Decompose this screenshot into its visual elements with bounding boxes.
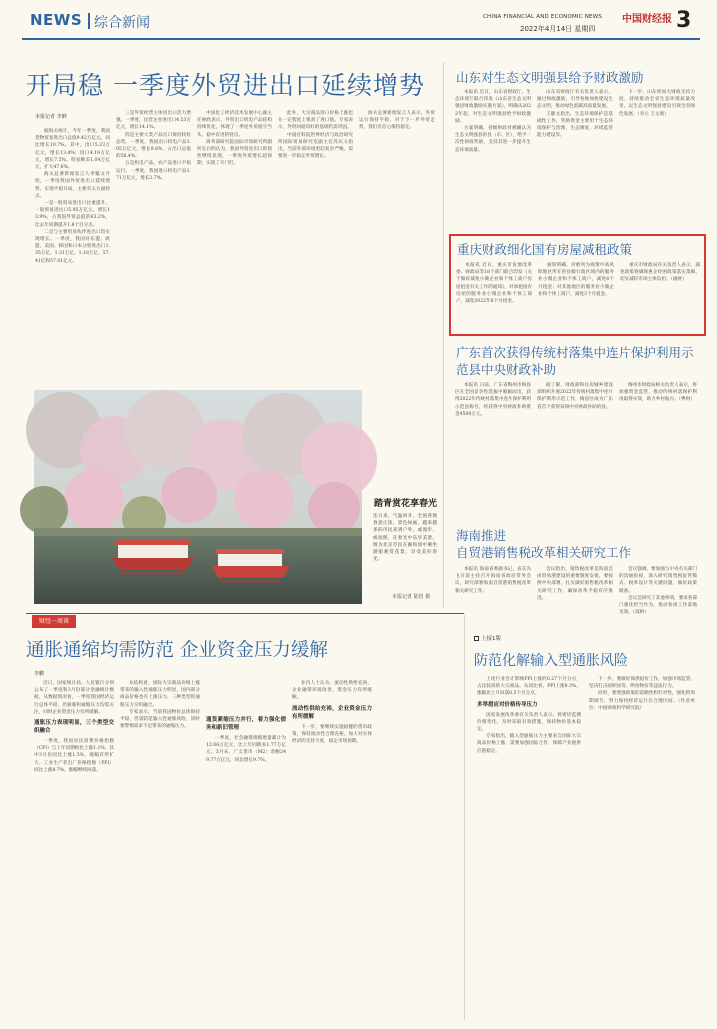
bottom-right-col-2 [589, 676, 695, 1016]
bottom-left-para: 一季度，社会融资规模增量累计为12.06万亿元，比上年同期多1.77万亿元。3月末，广义货币（M2）余额249.77万亿元，同比增长9.7%。 [206, 736, 286, 763]
bottom-right-para: 专家指出，输入型通胀压力主要来自国际大宗商品价格上涨，需要加强国际合作，保障产业链供应链稳定。 [477, 734, 581, 754]
main-para: 三是外贸经营主体进出口活力增强。一季度，民营企业进出口4.53万亿元，增长14.1%。 [116, 111, 191, 131]
bottom-left-byline: 李鹏 [34, 671, 45, 677]
bottom-left-subhead: 通货紧缩压力并行，着力强化债务和新旧管理 [206, 717, 286, 731]
photo-caption-text: 连日来，气温回升，全国各地春意正浓、景色如画，越来越多的市民来到户外，或漫步、或拍照，在春光中乐享美景。图为北京市民在颐和园中乘坐游船观赏花景，享受美好春光。 [373, 514, 437, 563]
highlight-para: 本报讯 近日，重庆市发展改革委、财政局等18个部门联合印发《关于做好减免小微企业和个体工商户房屋租金有关工作的通知》，对承租国有房屋的服务业小微企业和个体工商户，减免2022年6个月租金。 [456, 263, 532, 305]
header-logo: NEWS [30, 11, 83, 29]
bottom-right-para: 下一步，要做好保供稳价工作，加强市场监管，坚决打击囤积居奇、哄抬物价等违法行为。 [589, 677, 695, 690]
bottom-right-label-text: 上接1版 [481, 636, 501, 642]
main-col-1 [35, 128, 110, 386]
bottom-left-label: 财经一周谈 [32, 615, 76, 628]
main-col-4 [278, 110, 353, 386]
bottom-left-para: 下一步，要继续实施稳健的货币政策，保持流动性合理充裕，加大对实体经济的支持力度，稳定市场预期。 [292, 724, 372, 745]
bottom-left-para: 专家表示，当前我国物价总体保持平稳，但需防范输入性通胀风险，同时要警惕需求不足带来的通缩压力。 [120, 709, 200, 730]
shandong-col-3 [619, 89, 695, 229]
hainan-para: 会议指出，销售税改革是海南自由贸易港建设的重要制度安排，要按照中央部署，扎实做好销售税改革相关研究工作，确保改革平稳有序推进。 [537, 567, 613, 601]
main-para: 五是机电产品、农产品进口平稳运行。一季度，我国进口机电产品1.71万亿元，增长2.7%。 [116, 161, 191, 181]
shandong-title: 山东对生态文明强县给予财政激励 [456, 70, 644, 85]
main-para: 海关总署新闻发言人表示，外贸运行保持平稳，对于下一步外贸走势，我们有信心保持稳定。 [359, 111, 435, 131]
bottom-left-col-3 [206, 680, 286, 1012]
main-col-5 [359, 110, 435, 386]
guangdong-col-3 [619, 382, 697, 522]
highlight-para: 重庆市财政局有关负责人表示，减免政策将确保惠企纾困政策落实落细，切实减轻市场主体负担。（渝财） [620, 263, 700, 283]
highlight-col-1 [456, 262, 532, 332]
hainan-col-3 [619, 566, 697, 616]
bottom-right-para: 国家发展改革委有关负责人表示，将密切监测价格变化，及时采取有效措施，保持物价基本稳定。 [477, 712, 581, 733]
bottom-right-label [474, 634, 501, 642]
hainan-para: 会议还研究了其他事项，要求各部门强化担当作为，推动各项工作落地见效。（琼财） [619, 595, 697, 616]
column-divider [464, 615, 465, 1020]
bottom-right-label-box [474, 636, 479, 641]
shandong-para: 山东省财政厅有关负责人表示，通过财政激励，引导各地加快建设生态文明，推动绿色低碳高质量发展。 [537, 90, 613, 110]
bottom-left-subhead: 流动性供给充裕，企业资金压力有所缓解 [292, 705, 372, 720]
header-divider-bar [88, 13, 90, 29]
guangdong-para: 梅州市财政局相关负责人表示，将加强资金监管，推动传统村落保护利用取得实效，助力乡村振兴。（粤财） [619, 383, 697, 403]
bottom-right-col-1 [477, 676, 581, 1016]
shandong-col-1 [455, 89, 531, 229]
hainan-col-1 [455, 566, 531, 608]
bottom-left-col-1 [34, 680, 114, 1012]
bottom-left-para: 从结构看，国际大宗商品价格上涨带来的输入性通胀压力明显，国内部分商品价格也有上涨压力，三种类型的通胀压力交织融合。 [120, 681, 200, 708]
main-para: 中国化工经济技术发展中心副主任林欣表示，外贸出口机电产品结构持续优化，体现了一季度外贸稳字当头、稳中有进的特点。 [197, 111, 272, 138]
bottom-left-para: 一季度，我国居民消费价格指数（CPI）与上年同期相比上涨1.1%，其中3月份同比上涨1.5%，涨幅有所扩大。工业生产者出厂价格指数（PPI）同比上涨8.7%，涨幅继续回落。 [34, 739, 114, 773]
column-divider [443, 62, 444, 608]
main-title: 开局稳 一季度外贸进出口延续增势 [26, 71, 425, 100]
main-para: 一是一般贸易进出口比重提升。一般贸易进出口5.95万亿元，增长13.9%，占我国外贸总值的63.2%，比去年同期提升1.8个百分点。 [35, 201, 110, 228]
photo-caption-title: 踏青赏花享春光 [374, 499, 438, 509]
main-para: 二是与主要贸易伙伴进出口均实现增长。一季度，我国对东盟、欧盟、美国、韩国和日本分别进出口1.35万亿、1.31万亿、1.18万亿、57.41亿和57.01亿元。 [35, 229, 110, 264]
shandong-para: 王静文指出，生态环境保护是基础性工作，奖励资金主要用于生态环境保护与治理、生态修复、环境监管能力建设等。 [537, 111, 613, 139]
section-rule [26, 613, 464, 614]
highlight-col-3 [620, 262, 700, 332]
bottom-right-para: 同时，要增强政策的前瞻性和针对性，强化跨周期调节，努力保持经济运行在合理区间。（作者单位：中国财政科学研究院） [589, 691, 695, 711]
hainan-para: 会议强调，要加强与中央有关部门的沟通衔接，深入研究销售税征管模式、税率设计等关键问题，做好政策储备。 [619, 567, 697, 594]
bottom-left-col-4 [292, 680, 372, 1012]
guangdong-col-1 [455, 382, 531, 522]
main-col-3 [197, 110, 272, 386]
guangdong-para: 据了解，财政部和住房城乡建设部组织开展2022年传统村落集中连片保护利用示范工作，梅县区成为广东省首个获得该项中央财政补助的县。 [537, 383, 614, 410]
highlight-para: 通知明确，对被列为疫情中高风险地区所在的县级行政区域内的服务业小微企业和个体工商户，减免6个月租金；对其他地区的服务业小微企业和个体工商户，减免3个月租金。 [538, 263, 614, 297]
hainan-col-2 [537, 566, 613, 608]
bottom-left-para: 近日，国家统计局、人民银行分别公布了一季度和3月份部分金融统计数据。从数据情况看，一季度我国经济运行总体平稳，但通胀和通缩压力均需关注，同时企业资金压力有所缓解。 [34, 681, 114, 715]
main-byline: 本报记者 李俐 [35, 114, 67, 120]
shandong-para: 方案明确，省级财政对被确认为生态文明强县的县（市、区），给予一次性财政奖励，支持其进一步提升生态环境质量。 [455, 126, 531, 153]
bottom-right-para: 上述行业会计影响PPI上涨约0.27个百分点，占比较高的大宗商品。从同比看，PPI上涨8.3%，涨幅比上月回落0.5个百分点。 [477, 677, 581, 697]
header-rule [22, 38, 700, 40]
bottom-right-title: 防范化解输入型通胀风险 [474, 653, 628, 669]
main-para: 中国社科院世界经济与政治研究所国际贸易研究室副主任苏庆义指出，当前外部环境更趋复杂严峻，需要进一步稳定外贸增长。 [278, 132, 353, 160]
highlight-title: 重庆财政细化国有房屋减租政策 [457, 242, 633, 257]
highlight-col-2 [538, 262, 614, 332]
bottom-right-subhead: 多举措应对价格传导压力 [477, 701, 538, 708]
shandong-para: 下一步，山东将加大财政支持力度，持续推动全省生态环境质量改善，以生态文明强县建设引领全省绿色发展。（李元 王文康） [619, 90, 695, 117]
header-brand: 中国财经报 [622, 14, 672, 25]
main-para: 海关总署新闻发言人李魁文介绍，一季度我国外贸进出口延续增势，实现平稳开局，主要有五方面特点。 [35, 172, 110, 199]
hainan-title: 海南推进 自贸港销售税改革相关研究工作 [456, 528, 632, 560]
bottom-left-subhead: 通胀压力表现明显，三个类型交织融合 [34, 720, 114, 735]
main-para: 据海关统计，今年一季度，我国货物贸易进出口总值9.42万亿元，同比增长10.7%。其中，出口5.23万亿元，增长13.4%；进口4.19万亿元，增长7.5%。贸易顺差1.04万亿元，扩大47.6%。 [35, 129, 110, 171]
bottom-left-col-2 [120, 680, 200, 1012]
header-date: 2022年4月14日 星期四 [520, 25, 596, 33]
header-page-num: 3 [676, 8, 692, 33]
bottom-left-title: 通胀通缩均需防范 企业资金压力缓解 [26, 640, 328, 661]
main-para: 商务部研究院国际市场研究所副所长白明认为，我国外贸进出口的韧性继续显现，一季度外贸增长超预期，实现了开门红。 [197, 139, 272, 167]
photo-caption-credit: 本报记者 陆悟 摄 [392, 594, 431, 600]
guangdong-para: 本报讯 日前，广东省梅州市梅县区在全国竞争性选拔中脱颖而出，获得2022年传统村落集中连片保护利用示范县称号，将获得中央财政补助资金4500万元。 [455, 383, 532, 417]
header-section: 综合新闻 [94, 15, 150, 31]
shandong-para: 本报讯 近日，山东省财政厅、生态环境厅联合印发《山东省生态文明强县财政激励实施方案》，明确从2022年起，对生态文明强县给予财政激励。 [455, 90, 531, 124]
photo-park-boats [34, 390, 362, 604]
guangdong-title: 广东首次获得传统村落集中连片保护利用示范县中央财政补助 [456, 345, 694, 377]
bottom-left-para: 业内人士认为，流动性供给充裕，企业融资环境改善，资金压力有所缓解。 [292, 681, 372, 701]
hainan-para: 本报讯 海南省委副书记、省长冯飞日前主持召开海南省政府常务会议，研究部署海南自贸港销售税改革相关研究工作。 [455, 567, 531, 594]
shandong-col-2 [537, 89, 613, 229]
guangdong-col-2 [537, 382, 613, 522]
main-para: 此外，大宗商品进口价格上涨也在一定程度上推高了进口值。专家表示，外贸回稳向好的基础仍需巩固。 [278, 111, 353, 131]
main-col-2 [116, 110, 191, 386]
header-paper-en: CHINA FINANCIAL AND ECONOMIC NEWS [483, 14, 603, 20]
main-para: 四是主要大类产品出口保持较好态势。一季度，我国出口机电产品3.05万亿元，增长9.8%，占出口总值的58.4%。 [116, 132, 191, 160]
